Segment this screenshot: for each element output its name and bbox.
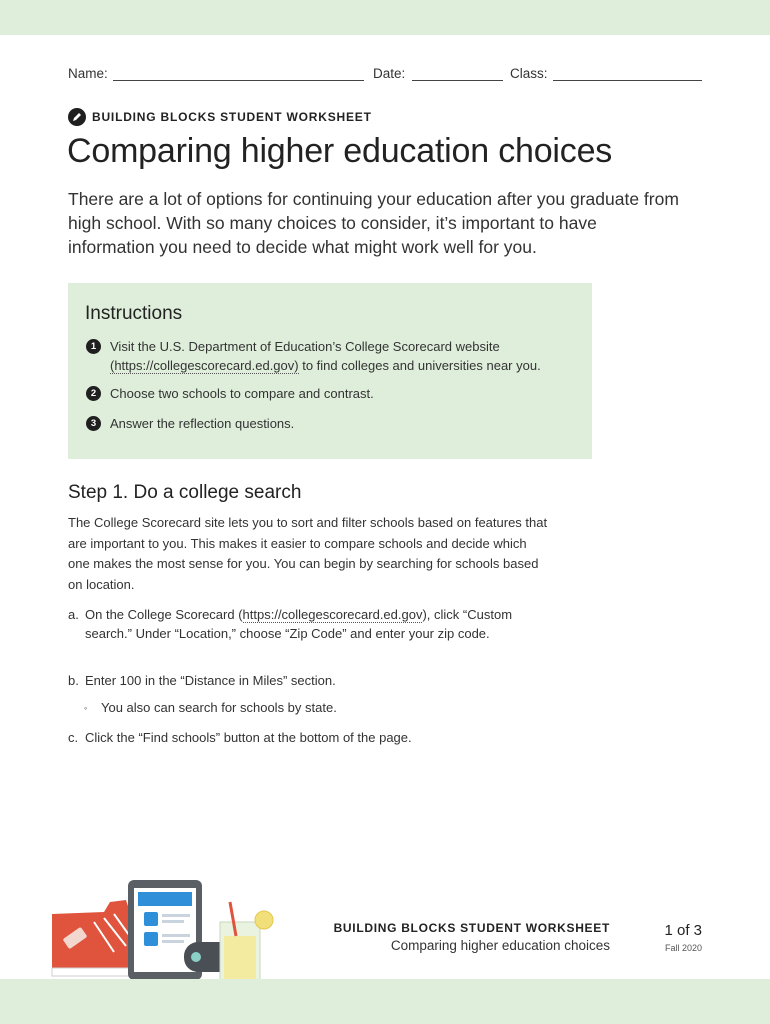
list-text: ), click “Custom search.” Under “Location,” choose “Zip Code” and enter your zip code. bbox=[85, 607, 513, 641]
class-label: Class: bbox=[510, 66, 548, 81]
bullet-icon: ◦ bbox=[84, 703, 88, 713]
step-number-badge: 2 bbox=[86, 386, 101, 401]
worksheet-eyebrow bbox=[68, 108, 372, 126]
footer-title-block bbox=[334, 921, 610, 953]
instruction-text: to find colleges and universities near you. bbox=[298, 358, 541, 373]
name-field[interactable] bbox=[113, 80, 364, 81]
step-number-badge: 3 bbox=[86, 416, 101, 431]
name-label: Name: bbox=[68, 66, 108, 81]
page-number: 1 of 3 bbox=[664, 922, 702, 939]
date-field[interactable] bbox=[412, 80, 503, 81]
top-band bbox=[0, 0, 770, 35]
intro-paragraph: There are a lot of options for continuing your education after you graduate from high school. With so many choices to consider, it’s important to have information you need to decide what might work well for you. bbox=[68, 189, 679, 257]
bottom-band bbox=[0, 979, 770, 1024]
edition-date: Fall 2020 bbox=[664, 943, 702, 953]
list-text: Click the “Find schools” button at the bottom of the page. bbox=[85, 730, 412, 745]
list-marker: c. bbox=[68, 730, 79, 745]
scorecard-link[interactable]: (https://collegescorecard.ed.gov) bbox=[110, 358, 299, 373]
class-field[interactable] bbox=[553, 80, 702, 81]
footer-series-label: BUILDING BLOCKS STUDENT WORKSHEET bbox=[333, 921, 610, 935]
step-number-badge: 1 bbox=[86, 339, 101, 354]
list-text: You also can search for schools by state. bbox=[101, 700, 337, 715]
step-1-title: Step 1. Do a college search bbox=[68, 482, 302, 503]
list-text: On the College Scorecard ( bbox=[85, 607, 243, 622]
list-text: Enter 100 in the “Distance in Miles” section. bbox=[85, 673, 336, 688]
eyebrow-label: BUILDING BLOCKS STUDENT WORKSHEET bbox=[92, 110, 372, 124]
page-title: Comparing higher education choices bbox=[67, 132, 613, 170]
pencil-icon bbox=[68, 108, 86, 126]
footer-subtitle: Comparing higher education choices bbox=[390, 938, 610, 953]
step-1-body: The College Scorecard site lets you to sort and filter schools based on features that are important to you. This makes it easier to compare schools and decide which one makes the most sense for you. You can begin by searching for schools based on location. bbox=[68, 515, 548, 592]
date-label: Date: bbox=[373, 66, 406, 81]
instructions-heading: Instructions bbox=[85, 303, 183, 324]
list-marker: a. bbox=[68, 607, 79, 622]
scorecard-link[interactable]: https://collegescorecard.ed.gov bbox=[242, 607, 423, 622]
instruction-text: Choose two schools to compare and contrast. bbox=[110, 386, 374, 401]
footer-page-block bbox=[662, 922, 702, 953]
instruction-text: Answer the reflection questions. bbox=[110, 416, 295, 431]
illustration-graphic bbox=[44, 872, 276, 992]
list-marker: b. bbox=[68, 673, 79, 688]
instructions-box bbox=[68, 283, 592, 459]
instruction-text: Visit the U.S. Department of Education’s College Scorecard website bbox=[110, 339, 500, 354]
